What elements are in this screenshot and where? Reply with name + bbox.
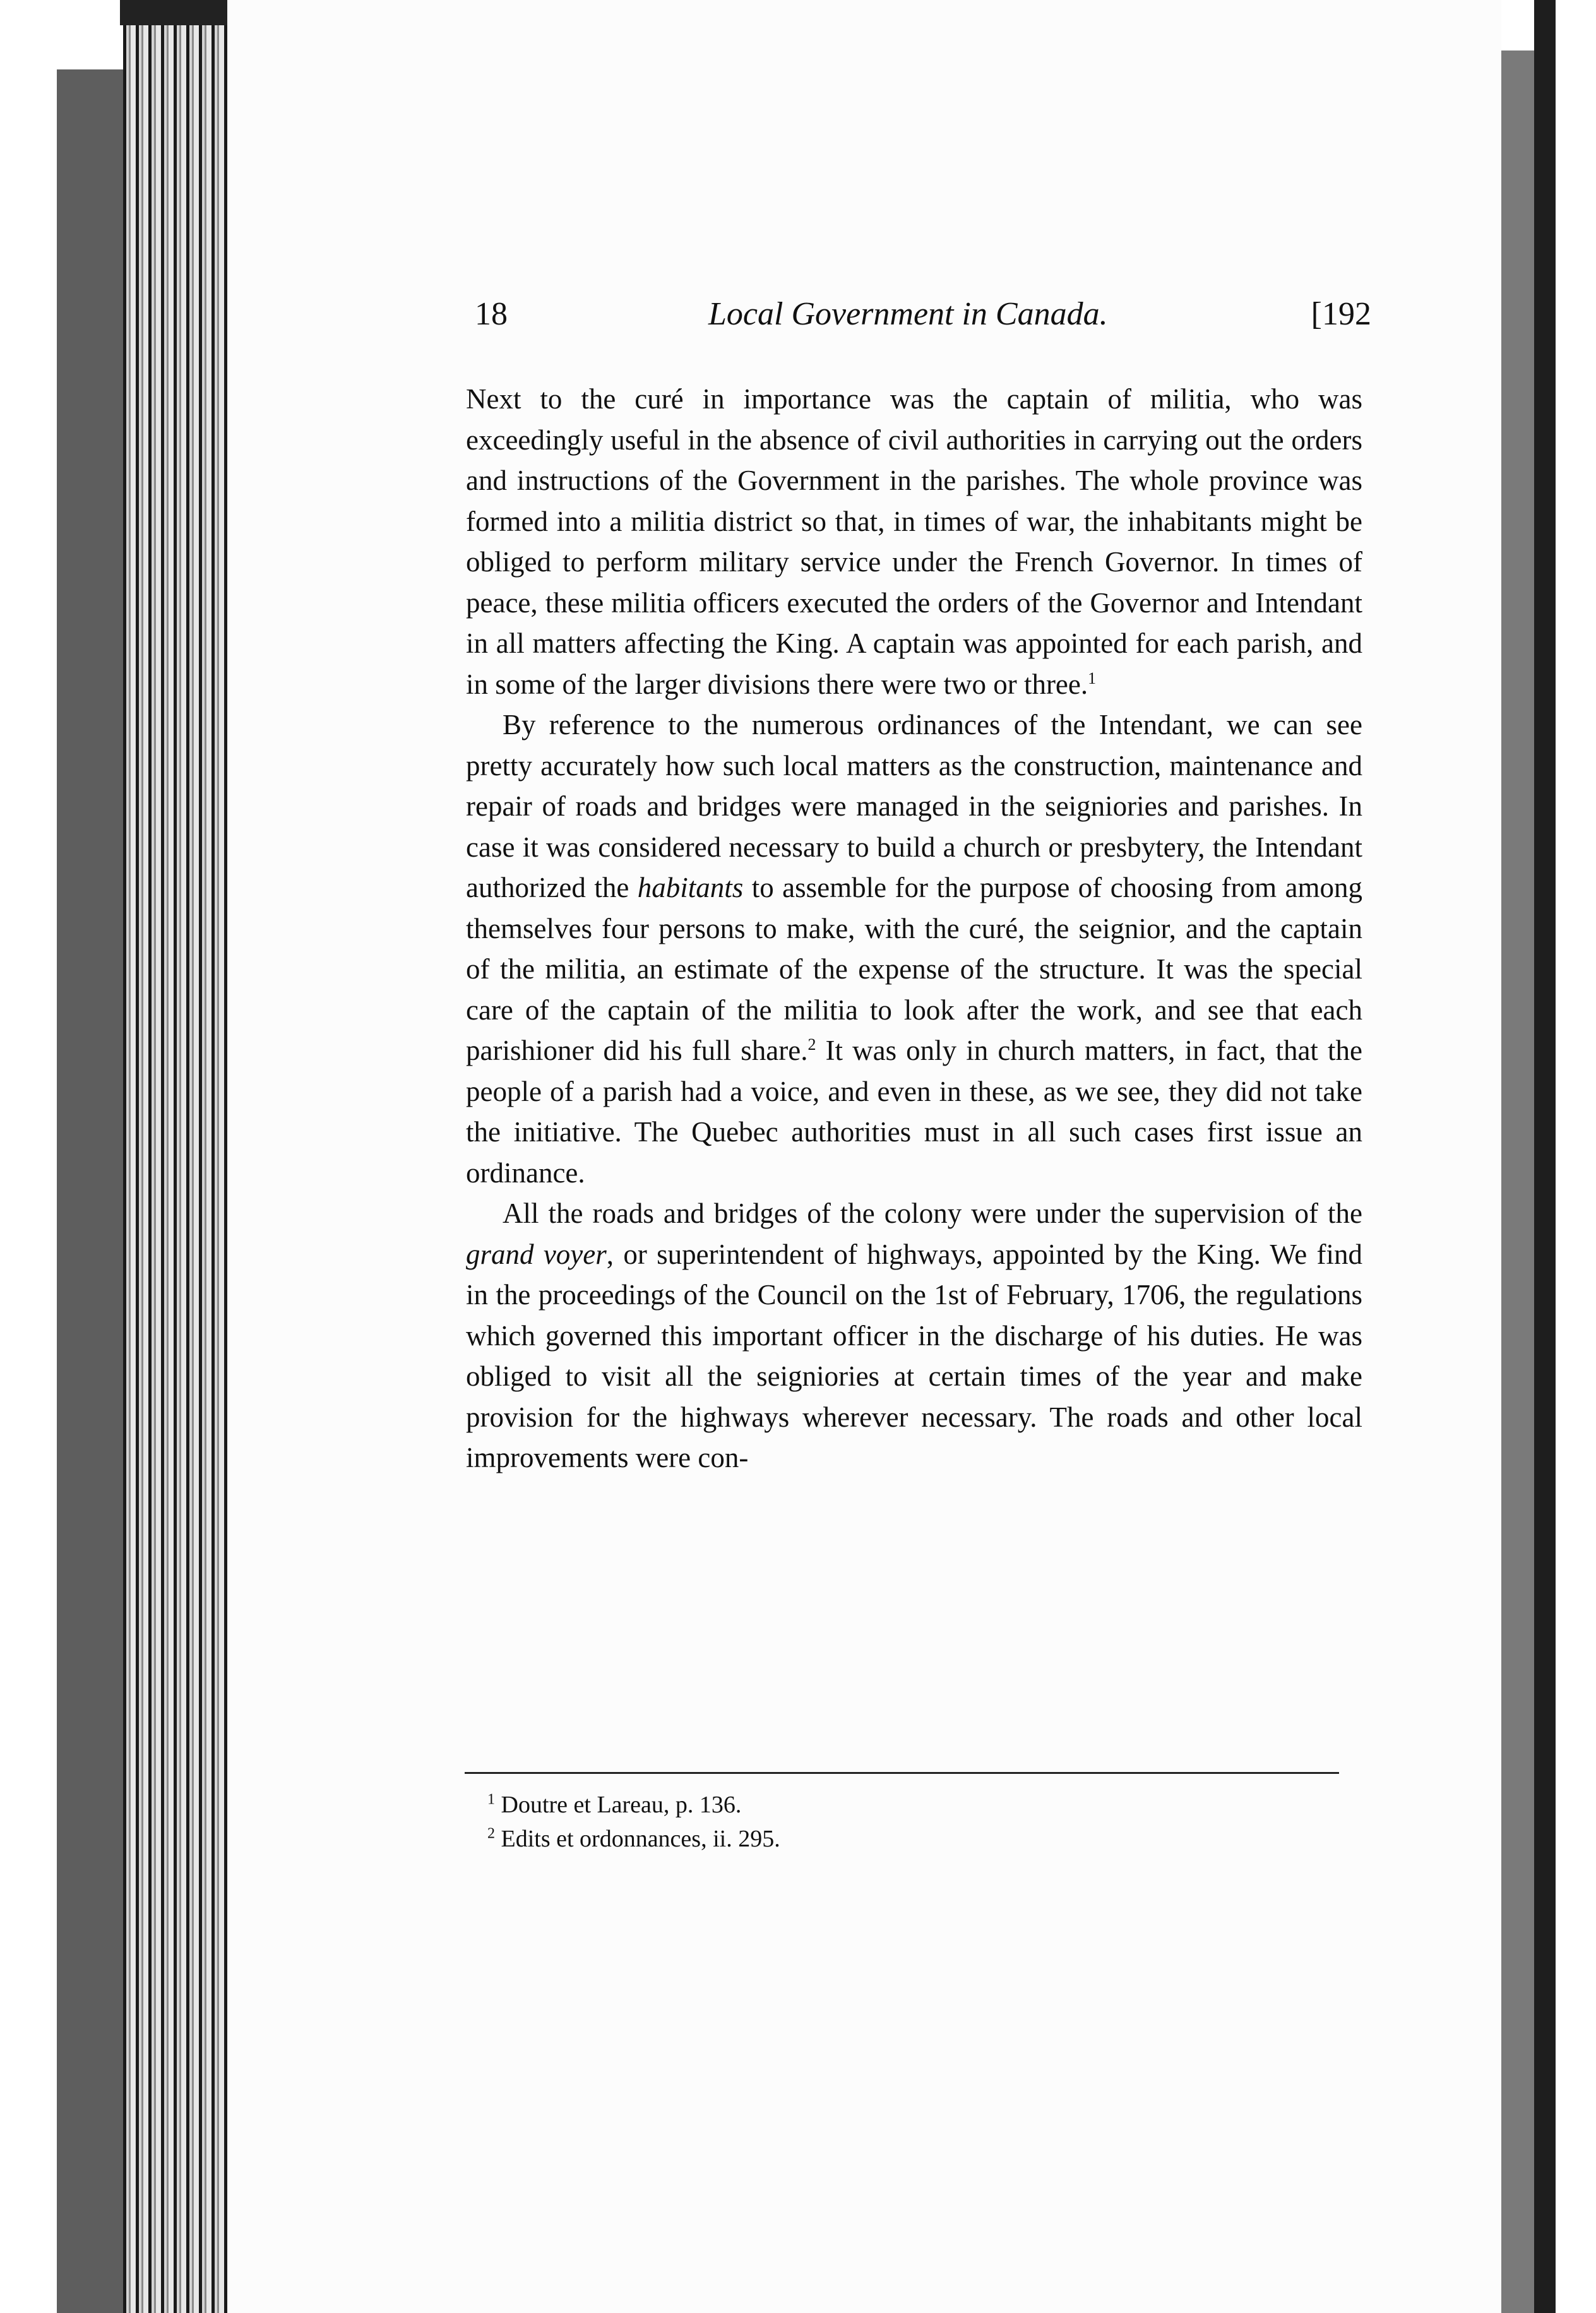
- paragraph-2-italic: habitants: [637, 872, 744, 903]
- body-text: [466, 379, 1362, 1478]
- paragraph-1: [466, 379, 1362, 705]
- footnote-ref-2: 2: [807, 1035, 816, 1054]
- scan-left-shadow: [57, 69, 123, 2313]
- footnote-2-text: Edits et ordonnances, ii. 295.: [501, 1826, 780, 1852]
- paragraph-2-text-b: to assemble for the purpose of choosing from among themselves four persons to make, with the curé, the seignior, and the captain of the militia, an estimate of the expense of the structure. It was the special care of the captain of the militia to look after the work, and see that each parishioner did his full share.: [466, 872, 1362, 1066]
- paragraph-1-text: Next to the curé in importance was the captain of militia, who was exceedingly useful in the absence of civil authorities in carrying out the orders and instructions of the Government in the parishes. The whole province was formed into a militia district so that, in times of war, the inhabitants might be obliged to perform military service under the French Governor. In times of peace, these militia officers executed the orders of the Governor and Intendant in all matters affecting the King. A captain was appointed for each parish, and in some of the larger divisions there were two or three.: [466, 383, 1362, 700]
- footnote-ref-1: 1: [1088, 669, 1097, 687]
- paragraph-2-text-c: It was only in church matters, in fact, that the people of a parish had a voice, and even in these, as we see, they did not take the initiative. The Quebec authorities must in all such cases first issue an ordinance.: [466, 1035, 1362, 1189]
- paragraph-2-text-a: By reference to the numerous ordinances of the Intendant, we can see pretty accurately how such local matters as the construction, maintenance and repair of roads and bridges were managed in the seigniories and parishes. In case it was considered necessary to build a church or presbytery, the Intendant authorized the: [466, 709, 1362, 903]
- footnote-1: [487, 1788, 1308, 1822]
- paragraph-3-text-b: , or superintendent of highways, appointed by the King. We find in the proceedings of the Council on the 1st of February, 1706, the regulations which governed this important officer in the discharge of his duties. He was obliged to visit all the seigniories at certain times of the year and make provision for the highways wherever necessary. The roads and other local improvements were con-: [466, 1238, 1362, 1473]
- paragraph-2: [466, 705, 1362, 1193]
- paragraph-3-italic: grand voyer: [466, 1238, 607, 1270]
- paragraph-3-text-a: All the roads and bridges of the colony were under the supervision of the: [503, 1198, 1362, 1229]
- footnote-1-text: Doutre et Lareau, p. 136.: [501, 1792, 742, 1818]
- footnote-2: [487, 1822, 1308, 1856]
- book-page-edges: [123, 0, 227, 2313]
- footnote-2-mark: 2: [487, 1825, 495, 1842]
- footnotes: [487, 1788, 1308, 1856]
- book-top-shadow: [120, 0, 227, 25]
- scan-right-margin: [1556, 0, 1596, 2313]
- running-title: Local Government in Canada.: [708, 296, 1108, 332]
- footnote-divider: [465, 1772, 1339, 1774]
- scan-right-edge: [1534, 0, 1556, 2313]
- original-page-number: [192: [1311, 296, 1371, 332]
- page-number: 18: [475, 296, 508, 332]
- footnote-1-mark: 1: [487, 1791, 495, 1808]
- paragraph-3: [466, 1193, 1362, 1478]
- page-header: [475, 295, 1371, 346]
